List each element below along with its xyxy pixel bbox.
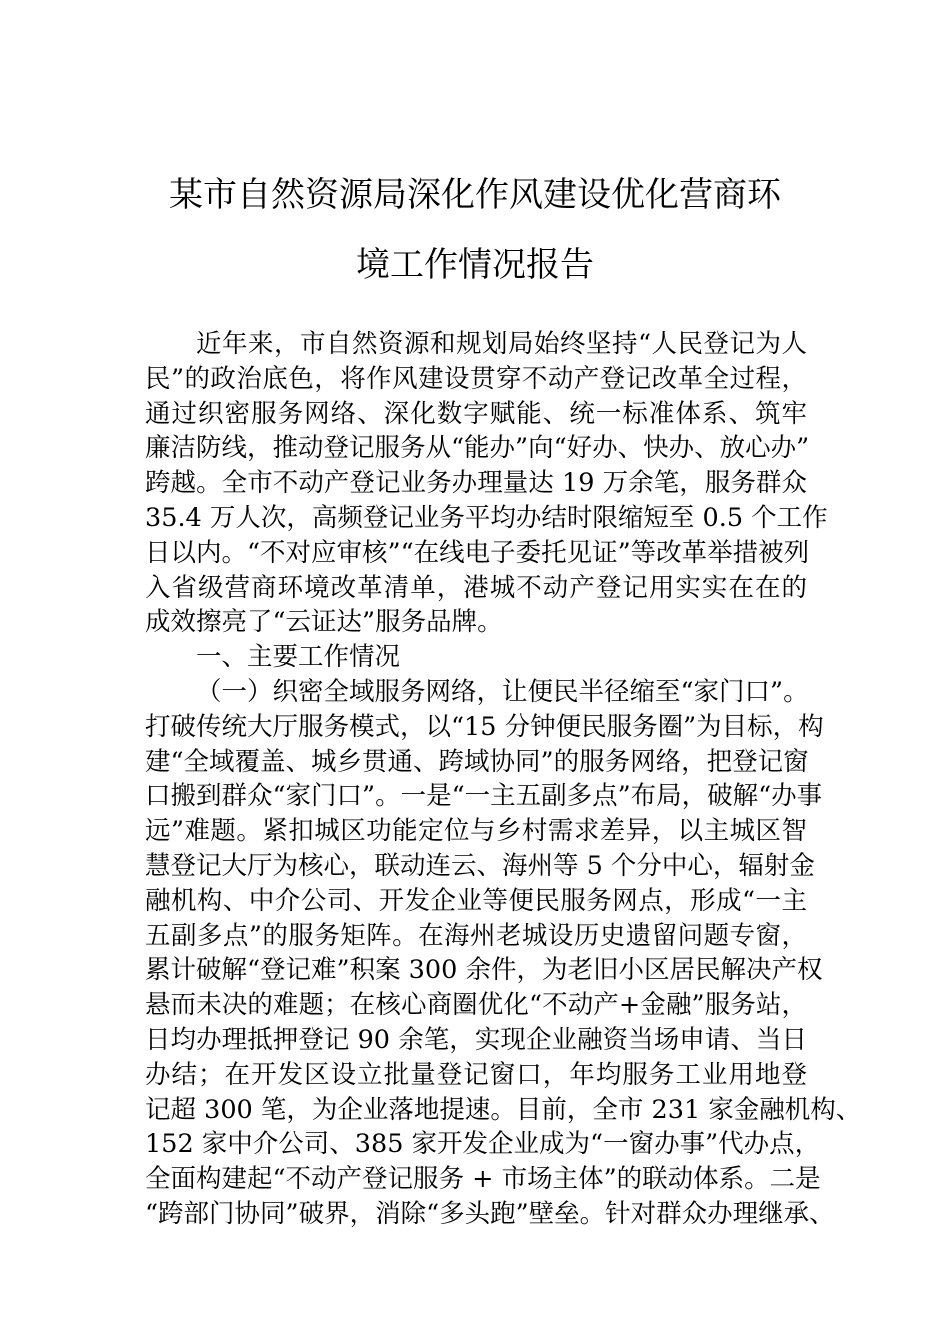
text-line: 累计破解“登记难”积案 300 余件，为老旧小区居民解决产权: [145, 955, 823, 986]
text-line: 办结；在开发区设立批量登记窗口，年均服务工业用地登: [145, 1059, 807, 1090]
text-line: 口搬到群众“家门口”。一是“一主五副多点”布局，破解“办事: [145, 781, 823, 812]
text-line: 记超 300 笔，为企业落地提速。目前，全市 231 家金融机构、: [145, 1094, 862, 1125]
text-line: 远”难题。紧扣城区功能定位与乡村需求差异，以主城区智: [145, 816, 807, 847]
text-line: 融机构、中介公司、开发企业等便民服务网点，形成“一主: [145, 885, 807, 916]
text-line: 悬而未决的难题；在核心商圈优化“不动产+金融”服务站，: [145, 990, 807, 1021]
text-line: 全面构建起“不动产登记服务 + 市场主体”的联动体系。二是: [145, 1164, 821, 1195]
text-line: 入省级营商环境改革清单，港城不动产登记用实实在在的: [145, 572, 807, 603]
text-line: 日以内。“不对应审核”“在线电子委托见证”等改革举措被列: [145, 537, 810, 568]
text-line: 慧登记大厅为核心，联动连云、海州等 5 个分中心，辐射金: [145, 850, 815, 881]
text-line: 近年来，市自然资源和规划局始终坚持“人民登记为人: [196, 329, 807, 359]
text-line: 35.4 万人次，高频登记业务平均办结时限缩短至 0.5 个工作: [145, 502, 828, 533]
text-line: 廉洁防线，推动登记服务从“能办”向“好办、快办、放心办”: [145, 433, 810, 464]
text-line: 建“全域覆盖、城乡贯通、跨域协同”的服务网络，把登记窗: [145, 746, 809, 777]
title-line-2: 境工作情况报告: [356, 245, 594, 285]
title-line-1: 某市自然资源局深化作风建设优化营商环: [169, 175, 781, 215]
text-line: 通过织密服务网络、深化数字赋能、统一标准体系、筑牢: [145, 398, 807, 429]
document-title: [140, 160, 810, 300]
text-line: 打破传统大厅服务模式，以“15 分钟便民服务圈”为目标，构: [145, 711, 824, 742]
text-line: 152 家中介公司、385 家开发企业成为“一窗办事”代办点，: [145, 1129, 821, 1160]
text-line: 五副多点”的服务矩阵。在海州老城设历史遗留问题专窗，: [145, 920, 807, 951]
text-line: （一）织密全域服务网络，让便民半径缩至“家门口”。: [196, 676, 809, 707]
text-line: 日均办理抵押登记 90 余笔，实现企业融资当场申请、当日: [145, 1024, 807, 1055]
document-body: [145, 327, 862, 1232]
section-heading: 一、主要工作情况: [196, 642, 401, 673]
text-line: 成效擦亮了“云证达”服务品牌。: [145, 607, 503, 638]
text-line: “跨部门协同”破界，消除“多头跑”壁垒。针对群众办理继承、: [145, 1198, 835, 1229]
text-line: 民”的政治底色，将作风建设贯穿不动产登记改革全过程，: [145, 363, 807, 394]
text-line: 跨越。全市不动产登记业务办理量达 19 万余笔，服务群众: [145, 468, 807, 499]
